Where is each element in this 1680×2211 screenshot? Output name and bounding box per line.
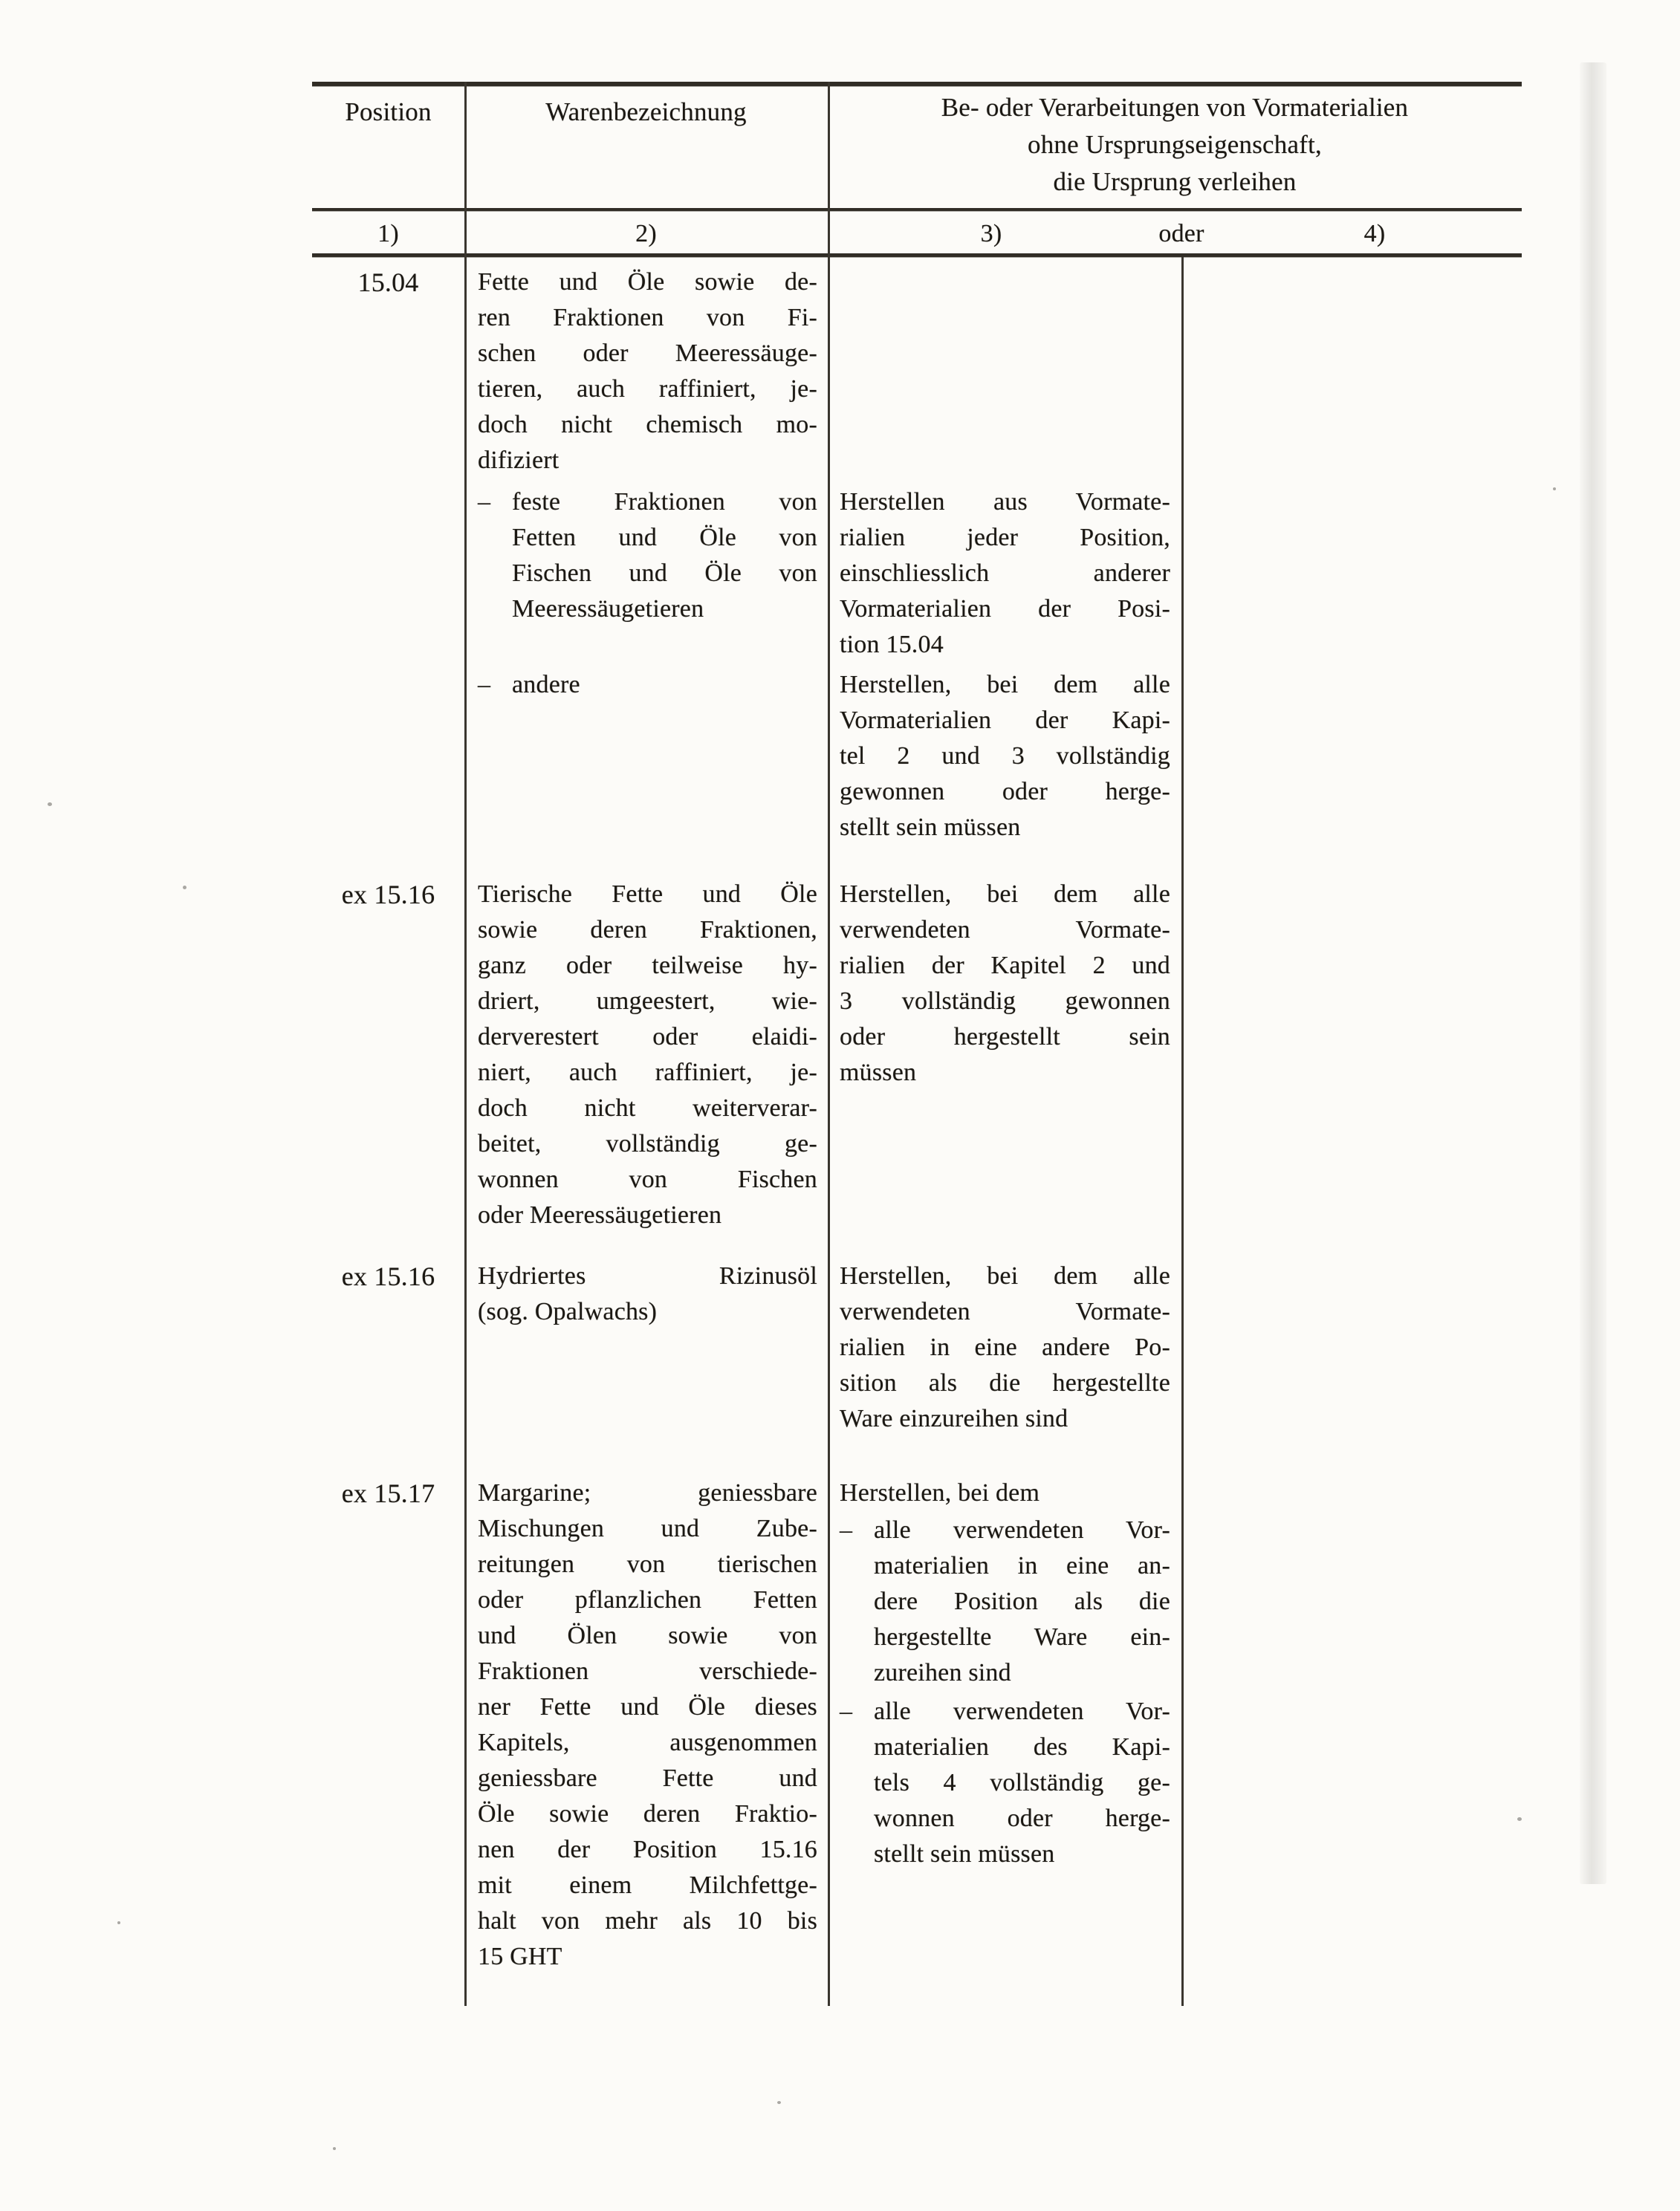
dash-marker: – [478,488,491,516]
rule-ex-15-17-item-1 [840,1513,1170,1691]
header-rules-columns: Be- oder Verarbeitungen von Vormaterialien ohne Ursprungseigenschaft, die Ursprung verleihen [941,93,1409,196]
scan-speck [183,886,187,889]
subheader-col4: 4) [1363,220,1386,247]
rule-ex-15-17-intro: Herstellen, bei dem [840,1479,1040,1507]
scan-speck [1517,1817,1522,1821]
dash-item-text: andere [512,671,580,698]
table-top-rule [312,82,1522,86]
desc-ex-15-16-b: Hydriertes Rizinusöl (sog. Opalwachs) [478,1262,817,1325]
subheader-col2: 2) [635,220,657,247]
scan-edge-shadow [1580,62,1606,1884]
position-ex-15-17: ex 15.17 [341,1478,435,1508]
desc-15-04-item-andere [478,667,817,703]
rule-ex-15-16-b: Herstellen, bei dem alle verwendeten Vormate- rialien in eine andere Po- sition als die hergestellte Ware einzureihen sind [840,1262,1170,1432]
position-ex-15-16-a: ex 15.16 [341,880,435,909]
rule-15-04-feste-fraktionen: Herstellen aus Vormate- rialien jeder Position, einschliesslich anderer Vormaterialien der Posi- tion 15.04 [840,488,1170,658]
dash-marker: – [840,1516,853,1544]
desc-15-04-item-feste-fraktionen [478,484,817,627]
rule-15-04-andere: Herstellen, bei dem alle Vormaterialien der Kapi- tel 2 und 3 vollständig gewonnen oder herge- stellt sein müssen [840,671,1170,841]
dash-marker: – [840,1698,853,1725]
desc-ex-15-16-a: Tierische Fette und Öle sowie deren Fraktionen, ganz oder teilweise hy- driert, umgeestert, wie- derverestert oder elaidi- niert, auch raffiniert, je- doch nicht weiterverar- beitet, vollständig ge- wonnen von Fischen oder Meeressäugetieren [478,880,817,1229]
dash-item-text: feste Fraktionen von Fetten und Öle von Fischen und Öle von Meeressäugetieren [512,488,817,623]
subheader-oder: oder [1158,220,1204,247]
subheader-separator-rule [312,253,1522,257]
desc-15-04: Fette und Öle sowie de- ren Fraktionen von Fi- schen oder Meeressäuge- tieren, auch raffiniert, je- doch nicht chemisch mo- difiziert [478,268,817,474]
column-divider-2 [828,82,830,2006]
scan-speck [333,2147,336,2150]
dash-item-text: alle verwendeten Vor- materialien in eine an- dere Position als die hergestellte Ware ein- zureihen sind [874,1516,1170,1686]
position-15-04: 15.04 [357,267,419,297]
scan-speck [48,802,52,806]
header-position: Position [345,97,432,126]
subheader-col1: 1) [377,220,399,247]
subheader-col3: 3) [980,220,1002,247]
rule-ex-15-16-a: Herstellen, bei dem alle verwendeten Vormate- rialien der Kapitel 2 und 3 vollständig gewonnen oder hergestellt sein müssen [840,880,1170,1086]
scan-speck [777,2101,781,2104]
column-divider-1 [464,82,467,2006]
scan-speck [117,1921,120,1924]
column-divider-3 [1181,257,1184,2006]
desc-ex-15-17: Margarine; geniessbare Mischungen und Zube- reitungen von tierischen oder pflanzlichen Fetten und Ölen sowie von Fraktionen verschiede- ner Fette und Öle dieses Kapitels, ausgenommen geniessbare Fette und Öle sowie deren Fraktio- nen der Position 15.16 mit einem Milchfettge- halt von mehr als 10 bis 15 GHT [478,1479,817,1970]
dash-item-text: alle verwendeten Vor- materialien des Kapi- tels 4 vollständig ge- wonnen oder herge- stellt sein müssen [874,1698,1170,1868]
scan-speck [1553,487,1556,490]
header-separator-rule [312,208,1522,211]
rule-ex-15-17-item-2 [840,1694,1170,1872]
header-warenbezeichnung: Warenbezeichnung [545,97,747,126]
dash-marker: – [478,671,491,698]
position-ex-15-16-b: ex 15.16 [341,1262,435,1291]
